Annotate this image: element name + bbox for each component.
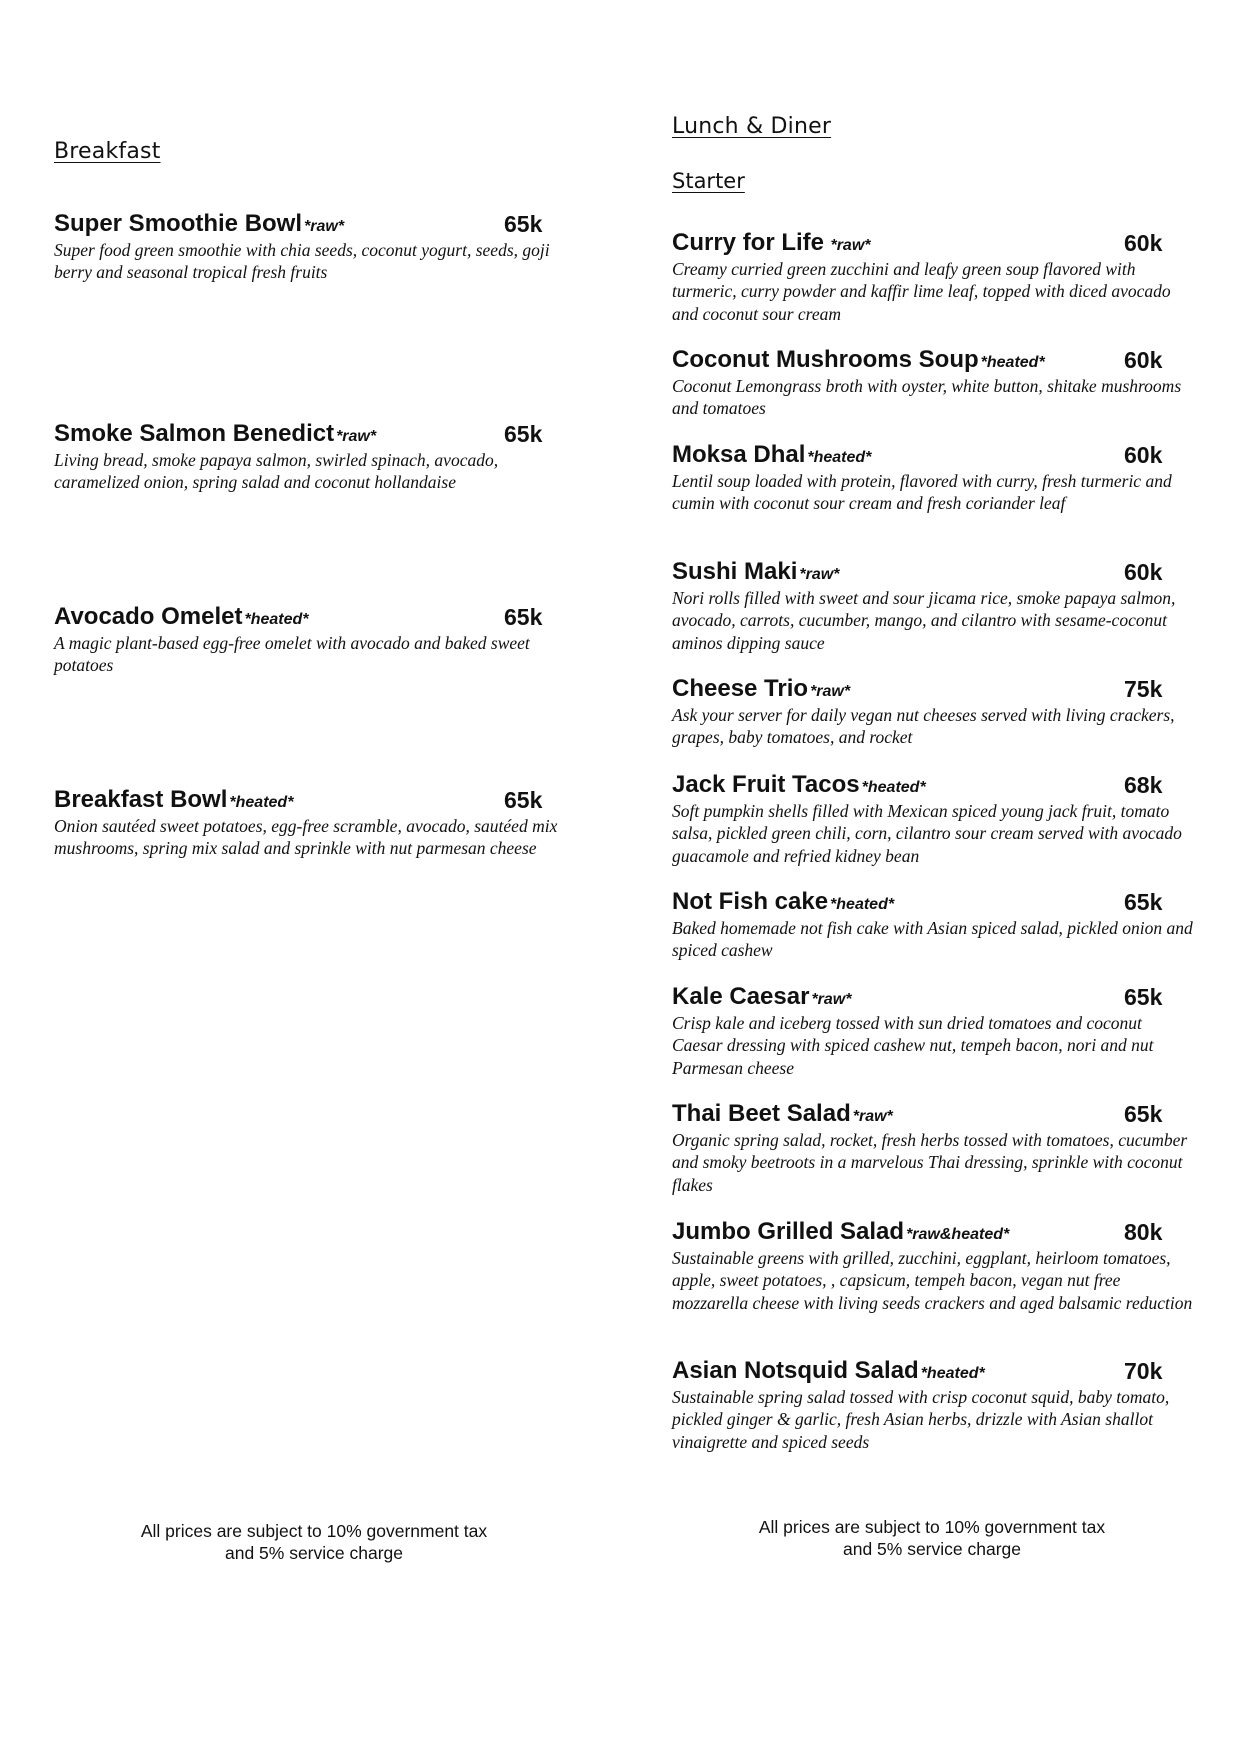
item-name: Jack Fruit Tacos: [672, 771, 860, 798]
item-header: [54, 602, 574, 632]
item-header: [672, 1356, 1194, 1386]
item-price: 65k: [504, 421, 543, 447]
item-description: Organic spring salad, rocket, fresh herbs tossed with tomatoes, cucumber and smoky beetroots in a marvelous Thai dressing, sprinkle with coconut flakes: [672, 1130, 1188, 1195]
item-description: Nori rolls filled with sweet and sour jicama rice, smoke papaya salmon, avocado, carrots, cucumber, mango, and cilantro with sesame-coconut aminos dipping sauce: [672, 588, 1176, 653]
item-tag: *heated*: [920, 1365, 985, 1382]
menu-item-avocado-omelet: [54, 602, 574, 677]
item-header: [672, 770, 1194, 800]
lunch-title: Lunch & Diner: [672, 114, 832, 139]
item-name: Not Fish cake: [672, 888, 829, 915]
menu-item-moksa-dhal: [672, 440, 1194, 515]
menu-item-jumbo-grilled-salad: [672, 1217, 1194, 1314]
item-price: 60k: [1124, 442, 1163, 468]
item-price: 68k: [1124, 772, 1163, 798]
item-price: 70k: [1124, 1358, 1163, 1384]
item-header: [672, 440, 1194, 470]
item-description: Coconut Lemongrass broth with oyster, white button, shitake mushrooms and tomatoes: [672, 376, 1182, 419]
item-header: [672, 1217, 1194, 1247]
item-price: 80k: [1124, 1219, 1163, 1245]
lunch-column: [672, 0, 1194, 1753]
item-description: Baked homemade not fish cake with Asian spiced salad, pickled onion and spiced cashew: [672, 918, 1193, 961]
menu-item-asian-notsquid-salad: [672, 1356, 1194, 1453]
item-name: Smoke Salmon Benedict: [54, 420, 335, 447]
item-name: Super Smoothie Bowl: [54, 210, 303, 237]
item-tag: *heated*: [807, 449, 872, 466]
item-tag: *raw*: [852, 1108, 893, 1125]
item-description: Crisp kale and iceberg tossed with sun dried tomatoes and coconut Caesar dressing with spiced cashew nut, tempeh bacon, nori and nut Parmesan cheese: [672, 1013, 1154, 1078]
item-name: Sushi Maki: [672, 558, 798, 585]
item-name: Curry for Life: [672, 229, 825, 256]
item-header: [54, 209, 574, 239]
item-name: Moksa Dhal: [672, 441, 806, 468]
item-tag: *raw*: [799, 566, 840, 583]
item-name: Jumbo Grilled Salad: [672, 1218, 905, 1245]
menu-item-breakfast-bowl: [54, 785, 574, 860]
item-tag: *raw*: [810, 683, 851, 700]
menu-item-thai-beet-salad: [672, 1099, 1194, 1196]
item-name: Coconut Mushrooms Soup: [672, 346, 979, 373]
item-price: 65k: [504, 604, 543, 630]
item-price: 65k: [1124, 984, 1163, 1010]
item-name: Breakfast Bowl: [54, 786, 228, 813]
tax-note: [712, 1516, 1152, 1560]
menu-item-jack-fruit-tacos: [672, 770, 1194, 867]
item-price: 60k: [1124, 559, 1163, 585]
item-header: [672, 345, 1194, 375]
menu-item-curry-for-life: [672, 228, 1194, 325]
item-price: 60k: [1124, 230, 1163, 256]
item-description: Sustainable spring salad tossed with crisp coconut squid, baby tomato, pickled ginger & garlic, fresh Asian herbs, drizzle with Asian shallot vinaigrette and spiced seeds: [672, 1387, 1170, 1452]
item-header: [54, 419, 574, 449]
item-description: Creamy curried green zucchini and leafy green soup flavored with turmeric, curry powder and kaffir lime leaf, topped with diced avocado and coconut sour cream: [672, 259, 1171, 324]
item-name: Asian Notsquid Salad: [672, 1357, 919, 1384]
item-name: Avocado Omelet: [54, 603, 243, 630]
item-tag: *raw*: [336, 428, 377, 445]
tax-note: [94, 1520, 534, 1564]
item-tag: *heated*: [861, 779, 926, 796]
tax-note-line-1: All prices are subject to 10% government tax: [758, 1517, 1106, 1537]
item-name: Kale Caesar: [672, 983, 810, 1010]
item-description: Super food green smoothie with chia seeds, coconut yogurt, seeds, goji berry and seasonal tropical fresh fruits: [54, 240, 550, 283]
menu-item-sushi-maki: [672, 557, 1194, 654]
item-tag: *raw*: [830, 237, 871, 254]
item-description: Living bread, smoke papaya salmon, swirled spinach, avocado, caramelized onion, spring salad and coconut hollandaise: [54, 450, 499, 493]
item-tag: *heated*: [244, 611, 309, 628]
menu-item-kale-caesar: [672, 982, 1194, 1079]
item-tag: *raw&heated*: [906, 1226, 1010, 1243]
item-name: Cheese Trio: [672, 675, 809, 702]
item-header: [672, 557, 1194, 587]
menu-item-not-fish-cake: [672, 887, 1194, 962]
item-description: Lentil soup loaded with protein, flavored with curry, fresh turmeric and cumin with coconut sour cream and fresh coriander leaf: [672, 471, 1172, 514]
item-description: A magic plant-based egg-free omelet with avocado and baked sweet potatoes: [54, 633, 530, 676]
item-header: [672, 228, 1194, 258]
item-description: Ask your server for daily vegan nut cheeses served with living crackers, grapes, baby tomatoes, and rocket: [672, 705, 1175, 748]
item-price: 60k: [1124, 347, 1163, 373]
item-description: Sustainable greens with grilled, zucchini, eggplant, heirloom tomatoes, apple, sweet potatoes, , capsicum, tempeh bacon, vegan nut free mozzarella cheese with living seeds crackers and aged balsamic reduction: [672, 1248, 1193, 1313]
item-header: [672, 674, 1194, 704]
item-description: Onion sautéed sweet potatoes, egg-free scramble, avocado, sautéed mix mushrooms, spring mix salad and sprinkle with nut parmesan cheese: [54, 816, 558, 859]
item-name: Thai Beet Salad: [672, 1100, 851, 1127]
tax-note-line-1: All prices are subject to 10% government tax: [140, 1521, 488, 1541]
menu-item-smoke-salmon-benedict: [54, 419, 574, 494]
item-header: [54, 785, 574, 815]
item-price: 75k: [1124, 676, 1163, 702]
starter-subtitle: Starter: [672, 169, 745, 193]
item-price: 65k: [1124, 1101, 1163, 1127]
tax-note-line-2: and 5% service charge: [224, 1543, 404, 1563]
breakfast-title: Breakfast: [54, 139, 161, 164]
item-price: 65k: [504, 211, 543, 237]
item-tag: *heated*: [980, 354, 1045, 371]
item-price: 65k: [1124, 889, 1163, 915]
item-description: Soft pumpkin shells filled with Mexican spiced young jack fruit, tomato salsa, pickled green chili, corn, cilantro sour cream served with avocado guacamole and refried kidney bean: [672, 801, 1182, 866]
item-header: [672, 887, 1194, 917]
breakfast-column: [54, 0, 574, 1753]
item-price: 65k: [504, 787, 543, 813]
menu-item-cheese-trio: [672, 674, 1194, 749]
item-header: [672, 982, 1194, 1012]
menu-item-coconut-mushrooms-soup: [672, 345, 1194, 420]
menu-item-super-smoothie-bowl: [54, 209, 574, 284]
item-tag: *heated*: [830, 896, 895, 913]
item-tag: *raw*: [811, 991, 852, 1008]
tax-note-line-2: and 5% service charge: [842, 1539, 1022, 1559]
item-tag: *raw*: [304, 218, 345, 235]
item-header: [672, 1099, 1194, 1129]
item-tag: *heated*: [229, 794, 294, 811]
